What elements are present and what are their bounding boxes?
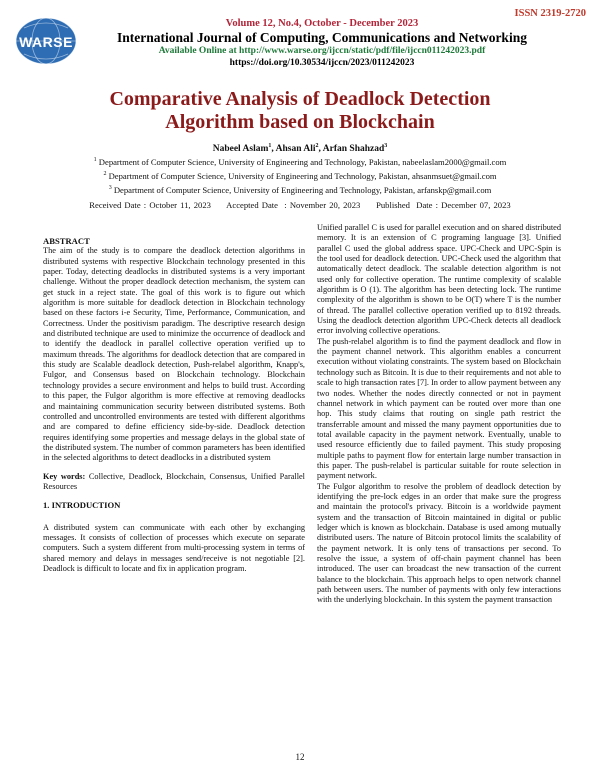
affiliation-3 xyxy=(0,182,600,196)
author-2-sup: 2 xyxy=(315,143,319,149)
affiliation-3-text: Department of Computer Science, University of Engineering and Technology, Pakistan, arfanskp@gmail.com xyxy=(111,184,492,195)
author-3: Arfan Shahzad xyxy=(322,144,385,155)
publication-dates: Received Date : October 11, 2023 Accepted Date : November 20, 2023 Published Date : December 07, 2023 xyxy=(89,200,511,210)
keywords xyxy=(43,472,305,493)
affiliation-1-sup: 1 xyxy=(93,157,97,163)
introduction-heading: 1. INTRODUCTION xyxy=(43,500,121,511)
journal-name: International Journal of Computing, Communications and Networking xyxy=(117,30,527,45)
volume-info: Volume 12, No.4, October - December 2023 xyxy=(225,18,419,29)
author-2: Ahsan Ali xyxy=(275,144,316,155)
journal-logo xyxy=(10,16,82,66)
right-column xyxy=(317,223,561,606)
abstract-text: The aim of the study is to compare the deadlock detection algorithms in distributed systems with respective Blockchain technology presented in this paper. Today, detecting deadlocks in distributed systems is a very important challenge. Without the proper deadlock detection mechanism, the system can get stuck in a reject state. The goal of this work is to figure out which algorithm is more suitable for deadlock detection in Blockchain technology based on these factors i-e Security, Time, Performance, Communication, and Correctness. Under the positivism paradigm. The descriptive research design and distributed technique are used to minimize the occurrence of deadlock and to identify the deadlock in parallel collective operation verified up to maximum threads. The algorithms for deadlock detection that are compared in this study are Scalable deadlock detection, Push-relabel algorithm, Knapp's, Fulgor, and Consensus based on Blockchain technology. Blockchain technology provides a secure environment and helps to build trust. According to this paper, the Fulgor algorithm is more effective at removing deadlocks and maintaining communication security between distributed systems. Both controlled and uncontrolled environments are tested with different algorithms and are compared to define efficiency side-by-side. Deadlock detection requires identifying some properties and message delays in the global state of the distributed system. The number of common parameters has been identified in the selected algorithms to detect deadlocks in a distributed system xyxy=(43,246,305,463)
left-column xyxy=(43,236,305,574)
keywords-text: Collective, Deadlock, Blockchain, Consensus, Unified Parallel Resources xyxy=(43,471,305,491)
online-link[interactable]: Available Online at http://www.warse.org/ijccn/static/pdf/file/ijccn011242023.pdf xyxy=(158,46,486,56)
affiliation-3-sup: 3 xyxy=(108,184,112,191)
affiliations xyxy=(0,154,600,196)
affiliation-2-text: Department of Computer Science, University of Engineering and Technology, Pakistan, ahsanmsuet@gmail.com xyxy=(106,170,497,181)
paper-title xyxy=(40,88,560,134)
page-number: 12 xyxy=(295,752,305,762)
title-line-2: Algorithm based on Blockchain xyxy=(165,111,435,133)
issn-label: ISSN 2319-2720 xyxy=(514,8,586,19)
doi-link[interactable]: https://doi.org/10.30534/ijccn/2023/011242023 xyxy=(229,58,415,68)
logo-text: WARSE xyxy=(19,34,73,50)
introduction-text: A distributed system can communicate with each other by exchanging messages. It consists of collection of processes which execute on separate computers. Such a system different from multi-processing system in terms of shared memory and delays in messages send/receive is not negotiable [2]. Deadlock is difficult to locate and fix in application program. xyxy=(43,522,305,573)
affiliation-1 xyxy=(0,154,600,168)
author-1: Nabeel Aslam xyxy=(212,144,269,155)
journal-header xyxy=(92,18,552,69)
keywords-label: Key words: xyxy=(43,471,86,481)
right-paragraph-3: The Fulgor algorithm to resolve the problem of deadlock detection by identifying the pre-lock edges in an order that make sure the progress and maintain the protocol's privacy. Bitcoin is a worldwide payment system and the transaction of Bitcoin maintained in digital or public ledger which is known as blockchain. Database is used among mutually distributed users. The nature of Bitcoin protocol limits the scalability of the payment network. It is only tens of transactions per second. To resolve the issue, a system of off-chain payment channel has been introduced. The user can broadcast the new transaction of the current balance to the blockchain. This approach helps to open network channel path between users. The number of payments with only few interactions with the underlying blockchain. In this system the payment transaction xyxy=(317,481,561,605)
right-paragraph-2: The push-relabel algorithm is to find the payment deadlock and flow in the payment channel network. This algorithm enables a concurrent execution without violating constraints. The system based on Blockchain technology such as Bitcoin. It is due to their requirements and not able to scale to high transaction rates [7]. In order to allow payment between any two nodes. Whether the nodes directly connected or not in payment channel network in which payment can be routed over more than one hop. This study claims that routing on single path restrict the transferrable amount and missed the many payment opportunities due to total available capacity in the payment network. Eventually, unable to used resource efficiently due to failed payment. This study proposing multiple paths to payment flow for entertain large number transaction in this paper. The push-relabel is particular suitable for route selection in payment network. xyxy=(317,336,561,481)
author-1-sup: 1 xyxy=(268,143,272,149)
abstract-heading: ABSTRACT xyxy=(43,236,90,246)
affiliation-1-text: Department of Computer Science, University of Engineering and Technology, Pakistan, nabeelaslam2000@gmail.com xyxy=(96,156,507,167)
right-paragraph-1: Unified parallel C is used for parallel execution and on shared distributed memory. It is an extension of C programing language [3]. Unified parallel C used the global address space. UPC-Check and UPC-Spin is the tool used for deadlock detection. UPC-Check used the algorithm that automatically detect deadlock. The scalable detection algorithm is not used only for collective operation. The runtime complexity of scalable algorithm is O (1). The algorithm has been detecting lock. The runtime complexity of the algorithm is shown to be O(T) where T is the number of thread. The parallel collective operation verified up to 8192 threads. Using the deadlock detection algorithm UPC-Check detects all deadlock error involving collective operations. xyxy=(317,223,561,336)
author-list: Nabeel Aslam$^1$, Ahsan Ali$^2$, Arfan Shahzad$^3$ xyxy=(212,143,388,155)
title-line-1: Comparative Analysis of Deadlock Detection xyxy=(109,88,491,110)
affiliation-2-sup: 2 xyxy=(103,170,107,177)
author-3-sup: 3 xyxy=(384,143,388,149)
affiliation-2 xyxy=(0,168,600,182)
